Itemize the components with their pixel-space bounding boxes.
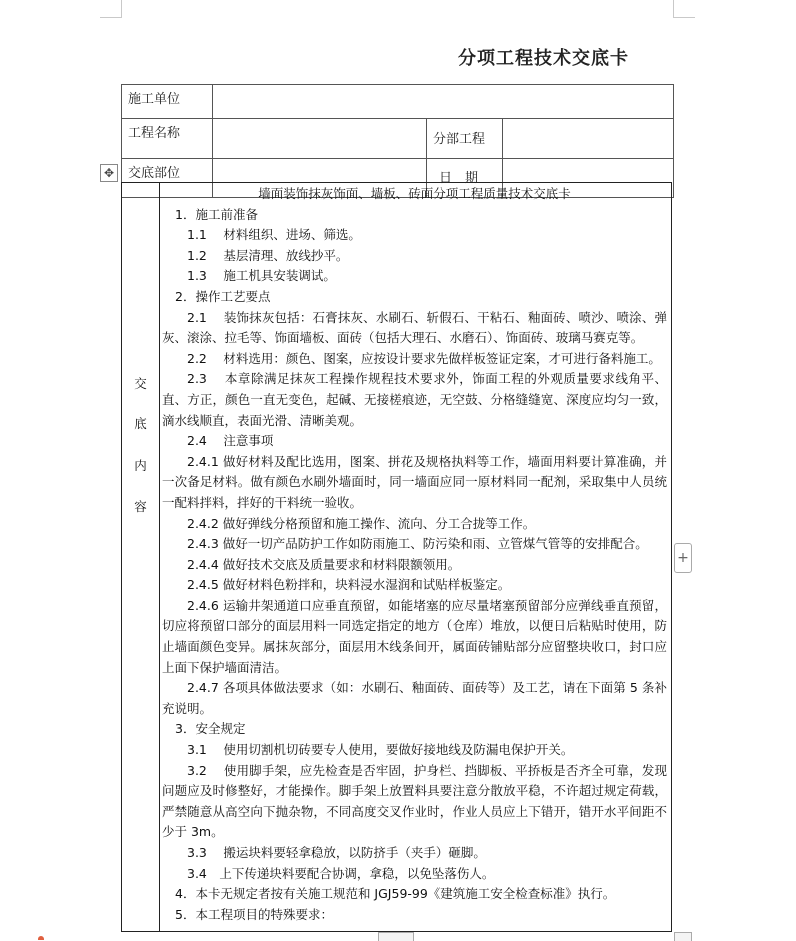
- construction-unit-label: 施工单位: [122, 85, 213, 119]
- section-3-heading: 3．安全规定: [175, 721, 246, 737]
- item-2-4-3: 2.4.3 做好一切产品防护工作如防雨施工、防污染和雨、立管煤气管等的安排配合。: [187, 536, 648, 552]
- project-name-field[interactable]: [213, 119, 427, 159]
- item-2-4-7: 2.4.7 各项具体做法要求（如：水刷石、釉面砖、面砖等）及工艺，请在下面第 5 条补充说明。: [162, 680, 667, 716]
- construction-unit-field[interactable]: [213, 85, 674, 119]
- handover-content: [162, 184, 667, 925]
- item-3-2: 3.2 使用脚手架，应先检查是否牢固，护身栏、挡脚板、平挢板是否齐全可靠，发现问题应及时修整好，才能操作。脚手架上放置料具要注意分散放平稳，不许超过规定荷载，严禁随意从高空向下抛杂物，不同高度交叉作业时，作业人员应上下错开，错开水平间距不少于 3m。: [162, 762, 667, 840]
- item-3-4: 3.4 上下传递块料要配合协调，拿稳，以免坠落伤人。: [187, 865, 495, 881]
- item-2-4-6: 2.4.6 运输井架通道口应垂直预留，如能堵塞的应尽量堵塞预留部分应弹线垂直预留，切应将预留口部分的面层用料一同选定指定的地方（仓库）堆放，以便日后粘贴时使用，防止墙面颜色变异。属抹灰部分，面层用木线条间开，属面砖铺贴部分应留整块收口，封口应上面下保护墙面清洁。: [162, 597, 667, 675]
- item-3-1: 3.1 使用切割机切砖要专人使用，要做好接地线及防漏电保护开关。: [187, 742, 574, 758]
- date-label: 日 期: [427, 159, 503, 198]
- item-1-1: 1.1 材料组织、进场、筛选。: [187, 227, 361, 243]
- side-char-4: 容: [134, 499, 147, 514]
- section-5: 5．本工程项目的特殊要求：: [175, 906, 333, 922]
- content-heading: 墙面装饰抹灰饰面、墙板、砖面分项工程质量技术交底卡: [258, 186, 571, 201]
- project-name-label: 工程名称: [122, 119, 213, 159]
- item-3-3: 3.3 搬运块料要轻拿稳放，以防挤手（夹手）砸脚。: [187, 845, 486, 860]
- side-char-3: 内: [134, 458, 147, 473]
- item-1-2: 1.2 基层清理、放线抄平。: [187, 247, 349, 263]
- document-title: 分项工程技术交底卡: [458, 48, 629, 69]
- item-1-3: 1.3 施工机具安装调试。: [187, 268, 336, 284]
- side-char-1: 交: [134, 376, 147, 391]
- add-row-button[interactable]: +: [674, 543, 692, 573]
- crop-mark-top-left-v: [121, 0, 122, 18]
- header-row-unit: [122, 85, 674, 119]
- crop-mark-top-right-v: [673, 0, 674, 18]
- sub-project-label: 分部工程: [427, 119, 503, 159]
- section-1-heading: 1．施工前准备: [175, 206, 258, 222]
- item-2-3: 2.3 本章除满足抹灰工程操作规程技术要求外，饰面工程的外观质量要求线角平、直、方正，颜色一直无变色，起碱、无接槎痕迹，无空鼓、分格缝缝宽、深度应均匀一致，滴水线顺直，表面光滑、清晰美观。: [162, 371, 667, 428]
- table-move-handle-icon[interactable]: ✥: [100, 164, 118, 182]
- header-table: [121, 84, 674, 198]
- item-2-4-5: 2.4.5 做好材料色粉拌和，块料浸水湿润和试贴样板鉴定。: [187, 577, 511, 593]
- crop-mark-top-left-h: [100, 17, 122, 18]
- side-char-2: 底: [134, 416, 147, 431]
- section-2-heading: 2．操作工艺要点: [175, 288, 271, 304]
- crop-mark-top-right-h: [673, 17, 695, 18]
- item-2-1: 2.1 装饰抹灰包括：石膏抹灰、水刷石、斩假石、干粘石、釉面砖、喷沙、喷涂、弹灰、滚涂、拉毛等、饰面墙板、面砖（包括大理石、水磨石）、饰面砖、玻璃马赛克等。: [162, 309, 667, 346]
- item-2-2: 2.2 材料选用：颜色、图案，应按设计要求先做样板签证定案，才可进行备料施工。: [187, 350, 661, 366]
- handover-dept-label: 交底部位: [122, 159, 213, 198]
- content-box: [121, 182, 672, 932]
- section-4: 4．本卡无规定者按有关施工规范和 JGJ59-99《建筑施工安全检查标准》执行。: [175, 886, 616, 902]
- side-label-column: [122, 183, 160, 931]
- sub-project-field[interactable]: [503, 119, 674, 159]
- header-row-project: [122, 119, 674, 159]
- status-indicator-icon: [38, 936, 44, 940]
- item-2-4: 2.4 注意事项: [187, 433, 274, 449]
- item-2-4-2: 2.4.2 做好弹线分格预留和施工操作、流向、分工合拢等工作。: [187, 515, 536, 531]
- item-2-4-1: 2.4.1 做好材料及配比选用，图案、拼花及规格执料等工作，墙面用料要计算准确，并一次备足材料。做有颜色水刷外墙面时，同一墙面应同一原材料同一配剂，采取集中人员统一配料拌料，拌好的干料统一验收。: [162, 453, 667, 510]
- item-2-4-4: 2.4.4 做好技术交底及质量要求和材料限额领用。: [187, 556, 461, 572]
